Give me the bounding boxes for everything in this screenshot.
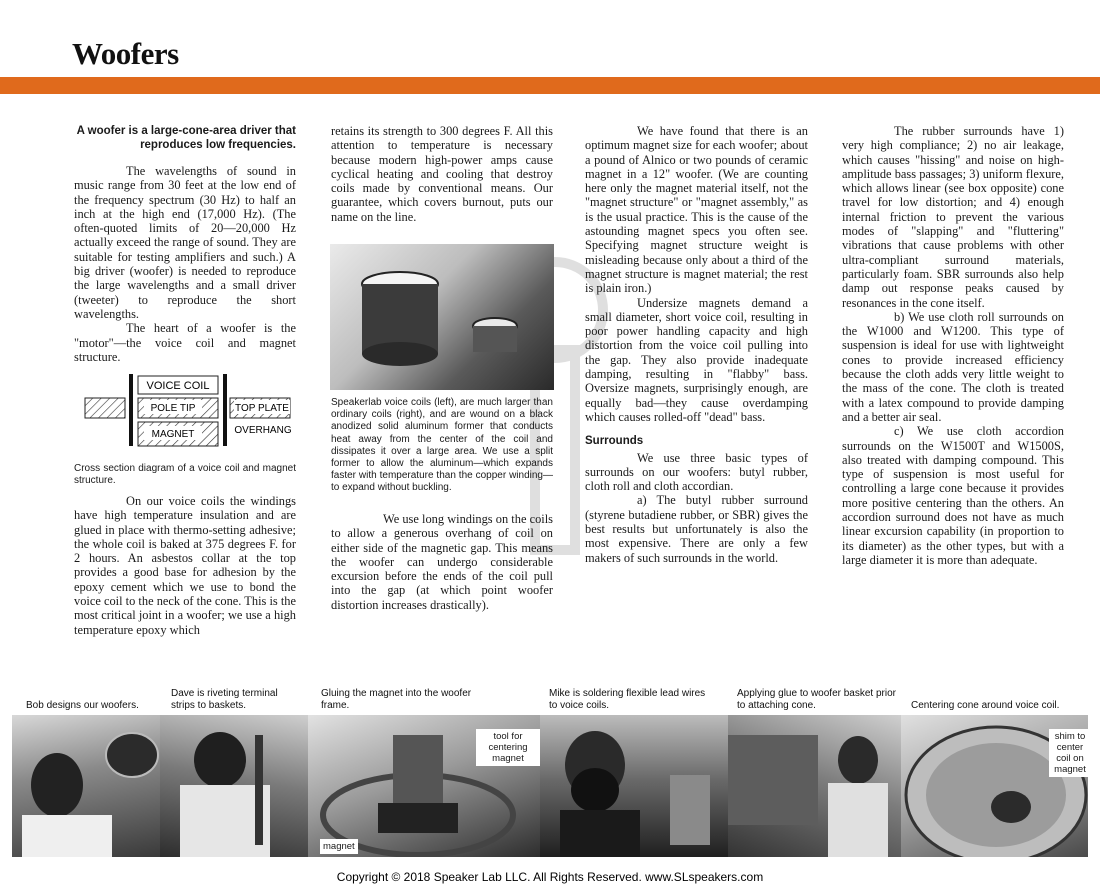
column-2-continued	[331, 512, 553, 612]
section-heading-surrounds: Surrounds	[585, 435, 644, 448]
photo-bob-designs-woofers	[12, 715, 160, 857]
paragraph: Undersize magnets demand a small diameter, short voice coil, resulting in poor power handling capacity and high distortion from the voice coil pulling into the gap. They also provide inadequate damping, resulting in "flabby" bass. Oversize magnets, surprisingly enough, are equally bad—they cause overdamping which causes rolled-off "dead" bass.	[585, 295, 808, 424]
photo-mike-figure	[540, 715, 728, 857]
photo-mike-soldering	[540, 715, 728, 857]
voice-coil-cross-section-diagram	[80, 368, 295, 456]
copyright-footer: Copyright © 2018 Speaker Lab LLC. All Rights Reserved. www.SLspeakers.com	[336, 870, 764, 884]
photo-label-tool: tool for centering magnet	[476, 729, 540, 766]
voice-coils-photo	[330, 244, 554, 390]
paragraph: The rubber surrounds have 1) very high compliance; 2) no air leakage, which causes "hissing" and noise on high-amplitude bass passages; 3) uniform flexure, which allows linear (see box opposite) cone travel for low distortion; and 4) enough internal friction to prevent the various modes of "slapping" and "fluttering" vibrations that cause problems with other ultra-compliant surround materials, particularly foam. SBR surrounds also help damp out response peaks caused by resonances in the cone itself.	[842, 124, 1064, 310]
photo-applying-glue	[728, 715, 901, 857]
paragraph: The wavelengths of sound in music range from 30 feet at the low end of the frequency spectrum (30 Hz) to half an inch at the high end (17,000 Hz). (The often-quoted limits of 20—20,000 Hz actually exceed the range of sound. They are suitable for testing amplifiers and such.) A big driver (woofer) is needed to reproduce the large wavelengths and a small driver (tweeter) to reproduce the short wavelengths.	[74, 164, 296, 321]
diagram-label-magnet: MAGNET	[151, 429, 195, 440]
photo-dave-figure	[160, 715, 308, 857]
photo-label-magnet: magnet	[320, 839, 358, 854]
paragraph: b) We use cloth roll surrounds on the W1000 and W1200. This type of suspension is ideal for use with lightweight cones to provide increased efficiency because the cloth adds very little weight to the mass of the cone. The cloth is treated with a latex compound to provide damping and a better air seal.	[842, 309, 1064, 424]
paragraph: We use long windings on the coils to allow a generous overhang of coil on either side of the magnetic gap. This means the woofer can undergo considerable excursion before the ends of the coil pull into the gap (at which point woofer distortion increases drastically).	[331, 512, 553, 612]
diagram-label-overhang: OVERHANG	[234, 425, 292, 436]
voice-coils-illustration	[330, 244, 554, 390]
photo-caption-6: Centering cone around voice coil.	[911, 700, 1060, 711]
photo-dave-riveting	[160, 715, 308, 857]
diagram-label-top-plate: TOP PLATE	[235, 403, 289, 414]
column-4	[842, 124, 1064, 567]
column-1	[74, 124, 296, 364]
diagram-label-voice-coil: VOICE COIL	[146, 380, 210, 392]
paragraph: On our voice coils the windings have high temperature insulation and are glued in place with thermo-setting adhesive; the whole coil is baked at 375 degrees F. for 2 hours. An asbestos collar at the top provides a good base for adhesion by the epoxy cement which we use to bond the voice coil to the neck of the cone. This is the most critical joint in a woofer; we use a high temperature epoxy which	[74, 494, 296, 637]
photo-bob-figure	[12, 715, 160, 857]
photo-gluing-magnet	[308, 715, 540, 857]
photo-caption-4: Mike is soldering flexible lead wires to voice coils.	[549, 688, 706, 711]
photo-label-shim: shim to center coil on magnet	[1049, 729, 1088, 777]
lead-paragraph: A woofer is a large-cone-area driver that reproduces low frequencies.	[76, 125, 296, 151]
photo-caption-1: Bob designs our woofers.	[26, 700, 139, 711]
paragraph: The heart of a woofer is the "motor"—the voice coil and magnet structure.	[74, 321, 296, 364]
column-2	[331, 124, 553, 224]
photo-caption-3: Gluing the magnet into the woofer frame.	[321, 688, 472, 711]
paragraph: c) We use cloth accordion surrounds on the W1500T and W1500S, also treated with damping compound. This type of suspension is most useful for controlling a large cone because it provides more positive centering than the others. An accordion surround does not have as much linear excursion capability (in proportion to its diameter) as the other types, but with a large diameter it is more than adequate.	[842, 424, 1064, 567]
paragraph: We have found that there is an optimum magnet size for each woofer; about a pound of Alnico or two pounds of ceramic magnet in a 12" woofer. (We are counting here only the magnet material itself, not the "magnet structure" or "magnet assembly," as is the usual practice. This is the cause of the astounding magnet specs you often see. Specifying magnet structure weight is misleading because only about a third of the magnet structure is magnet material; the rest is plain iron.)	[585, 124, 808, 296]
paragraph: a) The butyl rubber surround (styrene butadiene rubber, or SBR) gives the best results but unfortunately is also the most expensive. There are only a few makers of such surrounds in the world.	[585, 493, 808, 565]
photo-caption: Speakerlab voice coils (left), are much larger than ordinary coils (right), and are wound on a black anodized solid aluminum former that conducts heat away from the center of the coil and dissipates it over a large area. We use a split former to allow the aluminum—which expands faster with temperature than the copper winding—to expand without buckling.	[331, 397, 553, 494]
orange-header-band	[0, 77, 1100, 94]
paragraph: We use three basic types of surrounds on our woofers: butyl rubber, cloth roll and cloth accordian.	[585, 450, 808, 494]
photo-glue-figure	[728, 715, 901, 857]
page-title: Woofers	[72, 36, 179, 71]
photo-caption-2: Dave is riveting terminal strips to baskets.	[171, 688, 278, 711]
paragraph: retains its strength to 300 degrees F. All this attention to temperature is necessary because modern high-power amps cause cyclical heating and cooling that destroy coils made by conventional means. Our guarantee, which covers burnout, puts our name on the line.	[331, 124, 553, 224]
diagram-caption: Cross section diagram of a voice coil and magnet structure.	[74, 463, 296, 487]
column-3	[585, 124, 808, 565]
column-1-continued	[74, 494, 296, 637]
diagram-label-pole-tip: POLE TIP	[150, 403, 196, 414]
photo-caption-5: Applying glue to woofer basket prior to attaching cone.	[737, 688, 896, 711]
photo-centering-cone	[901, 715, 1088, 857]
